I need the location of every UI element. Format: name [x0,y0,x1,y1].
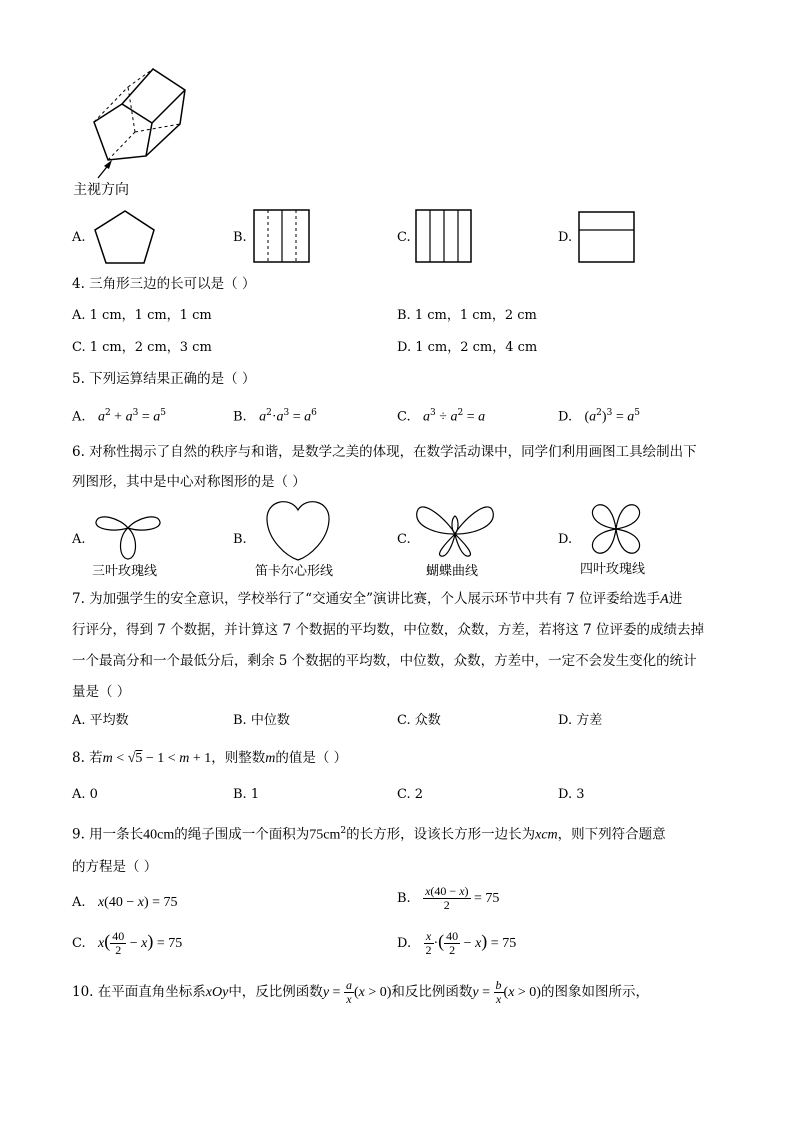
q9-line1-post: 的长方形，设该长方形一边长为 [346,826,536,843]
q4-stem: 4. 三角形三边的长可以是（ ） [72,276,256,292]
pentagonal-prism-figure [80,62,200,182]
q5-option-d-label: D. [558,409,573,425]
q4-option-b[interactable]: B. 1 cm，1 cm，2 cm [397,308,537,323]
q8-option-a[interactable]: A. 0 [72,787,98,802]
q10-mid2: 和反比例函数 [391,984,473,1000]
butterfly-curve-figure [414,496,496,560]
three-leaf-rose-figure [92,498,164,562]
q5-option-a-label: A. [72,409,86,425]
q7-option-a[interactable]: A. 平均数 [72,713,129,728]
q7-line3: 一个最高分和一个最低分后，剩余 5 个数据的平均数，中位数，众数，方差中，一定不会发生变化的统计 [72,653,697,669]
q9-side: xcm [535,827,558,843]
q9-line1-end: ，则下列符合题意 [557,826,666,843]
q3-option-d-label[interactable]: D. [558,230,573,245]
view-direction-label: 主视方向 [73,182,129,198]
q9-line1: 9. 用一条长40cm的绳子围成一个面积为$75cm^2$的长方形，设该长方形一边长为xcm，则下列符合题意 [72,826,666,843]
q8-stem-post: ，则整数 [211,750,266,766]
q9-option-c-label: C. [72,936,86,951]
q6-stem-line1: 6. 对称性揭示了自然的秩序与和谐，是数学之美的体现，在数学活动课中，同学们利用画图工具绘制出下 [72,444,697,460]
q10-end: 的图象如图所示， [540,984,649,1000]
q8-stem-pre: 8. 若 [72,750,103,766]
q8-var-m: m [265,751,276,766]
q5-option-a[interactable]: A. $a^2 + a^3 = a^5$ [72,408,166,425]
q5-option-b[interactable]: B. $a^2\cdot a^3 = a^6$ [233,408,317,425]
q3-option-a-label[interactable]: A. [72,230,86,245]
rect-lines-view-icon [414,208,474,264]
q5-option-c-label: C. [397,409,411,425]
q10-pre: 10. 在平面直角坐标系 [72,984,206,1000]
q10-coordinate-system: xOy [205,985,229,1000]
q7-var-a: A [660,592,669,607]
q4-option-a[interactable]: A. 1 cm，1 cm，1 cm [72,308,212,323]
q3-option-c-label[interactable]: C. [397,230,411,245]
q6-option-d-label[interactable]: D. [558,532,573,547]
q8-option-c[interactable]: C. 2 [397,787,424,802]
q6-option-a-caption: 三叶玫瑰线 [92,564,158,579]
q9-option-a-label: A. [72,895,86,910]
q9-option-d[interactable]: D. $\frac{x}{2}$ ·( $\frac{40}{2}$ − x) = 75 [397,929,517,957]
q7-line1-text: 7. 为加强学生的安全意识，学校举行了“交通安全”演讲比赛，个人展示环节中共有 7 位评委给选手 [72,591,661,607]
pentagon-view-icon [90,208,160,266]
q6-option-c-caption: 蝴蝶曲线 [426,564,479,579]
q9-line1-mid: 的绳子围成一个面积为 [174,826,310,843]
q6-option-b-label[interactable]: B. [233,532,247,547]
q9-option-b[interactable]: B. $\frac{x(40 - x)}{2}$ = 75 [397,884,500,912]
q9-option-a[interactable]: A. x(40 − x) = 75 [72,895,178,910]
q5-option-b-label: B. [233,409,247,425]
q3-option-b-label[interactable]: B. [233,230,247,245]
q6-option-a-label[interactable]: A. [72,532,86,547]
q7-option-b[interactable]: B. 中位数 [233,713,290,728]
q9-option-d-label: D. [397,936,412,951]
q4-option-c[interactable]: C. 1 cm，2 cm，3 cm [72,340,212,355]
rect-dashed-view-icon [252,208,312,264]
q10-mid1: 中，反比例函数 [228,984,323,1000]
q4-option-d[interactable]: D. 1 cm，2 cm，4 cm [397,340,538,355]
q9-length: 40cm [143,827,175,843]
q6-option-b-caption: 笛卡尔心形线 [255,564,334,579]
q9-area: 75cm [309,827,341,843]
q10-stem: 10. 在平面直角坐标系xOy中，反比例函数y = $\frac{a}{x}$ (x > 0)和反比例函数y = $\frac{b}{x}$ (x > 0)的图象如图所示， [72,978,649,1006]
q7-option-d[interactable]: D. 方差 [558,713,603,728]
q8-stem: 8. 若m < √5 − 1 < m + 1，则整数m的值是（ ） [72,750,348,766]
q9-option-b-label: B. [397,891,411,906]
q7-line1-end: 进 [668,591,683,607]
q5-option-d[interactable]: D. $(a^2)^3 = a^5$ [558,408,640,425]
four-leaf-rose-figure [586,500,646,558]
q9-line2: 的方程是（ ） [72,859,158,875]
q9-option-c[interactable]: C. x( $\frac{40}{2}$ − x) = 75 [72,929,183,957]
q5-stem: 5. 下列运算结果正确的是（ ） [72,371,256,387]
q7-line2: 行评分，得到 7 个数据，并计算这 7 个数据的平均数，中位数，众数，方差，若将这 7 位评委的成绩去掉 [72,622,705,638]
q6-option-d-caption: 四叶玫瑰线 [580,562,646,577]
q8-option-b[interactable]: B. 1 [233,787,260,802]
q7-line4: 量是（ ） [72,684,131,700]
q7-option-c[interactable]: C. 众数 [397,713,441,728]
q6-option-c-label[interactable]: C. [397,532,411,547]
q8-stem-end: 的值是（ ） [275,750,348,766]
q5-option-c[interactable]: C. $a^3 \div a^2 = a$ [397,408,486,425]
rect-horizontal-view-icon [577,210,637,264]
q7-line1 [72,590,682,609]
cardioid-figure [262,498,334,562]
q8-option-d[interactable]: D. 3 [558,787,585,802]
q6-stem-line2: 列图形，其中是中心对称图形的是（ ） [72,474,306,490]
q9-line1-pre: 9. 用一条长 [72,826,144,843]
